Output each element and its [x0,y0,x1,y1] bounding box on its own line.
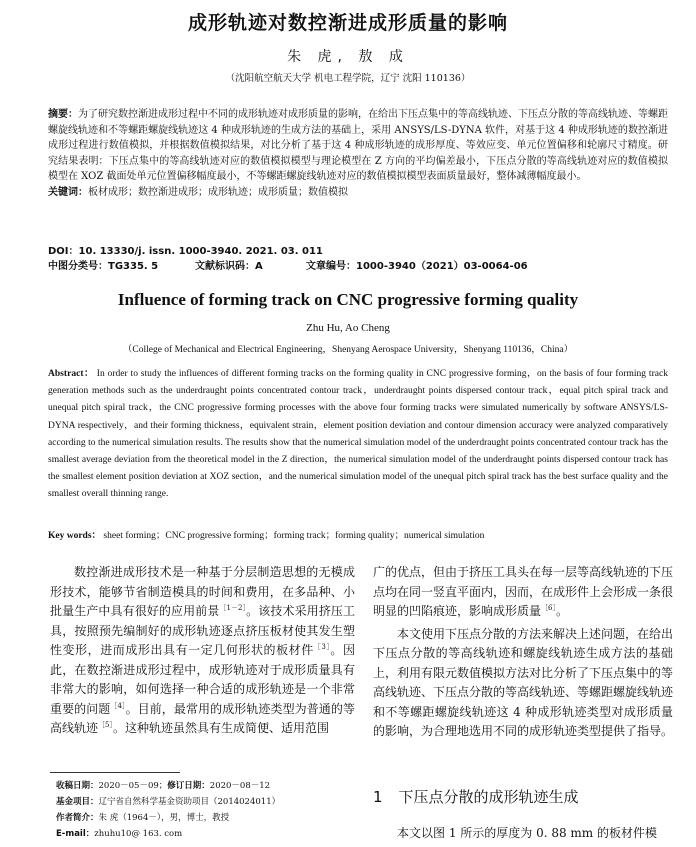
section-title: 下压点分散的成形轨迹生成 [398,788,579,806]
english-abstract-text: In order to study the influences of different forming tracks on the forming quality in CNC progressive forming，on the basis of four forming track generation methods such as the underdraught points concentrated contour track，underdraught points dispersed contour track，equal pitch spiral track and unequal pitch spiral track，the CNC progressive forming processes with the above four forming tracks were simulated numerically by software ANSYS/LS-DYNA respectively，and their forming thickness，equivalent strain，element position deviation and contour dimension accuracy were analyzed comparatively according to the numerical simulation results. The results show that the numerical simulation model of the underdraught points concentrated contour track has the smallest average deviation from the theoretical model in the Z direction，the numerical simulation model of the underdraught points dispersed contour track has the smallest element position deviation at XOZ section，and the numerical simulation model of the unequal pitch spiral track has the best surface quality and the smallest overall thinning range. [48,369,668,500]
chinese-abstract-text: 为了研究数控渐进成形过程中不同的成形轨迹对成形质量的影响，在给出下压点集中的等高线轨迹、下压点分散的等高线轨迹、等螺距螺旋线轨迹和不等螺距螺旋线轨迹这 4 种成形轨迹的生成方法的基础上，采用 ANSYS/LS-DYNA 软件，对基于这 4 种成形轨迹的数控渐进成形过程进行数值模拟，并根据数值模拟结果，对比分析了基于这 4 种成形轨迹的成形厚度、等效应变、单元位置偏移和轮廓尺寸精度。研究结果表明：下压点集中的等高线轨迹对应的数值模拟模型与理论模型在 Z 方向的平均偏差最小，下压点分散的等高线轨迹对应的数值模拟模型在 XOZ 截面处单元位置偏移幅度最小，不等螺距螺旋线轨迹对应的数值模拟模型表面质量最好，整体减薄幅度最小。 [48,109,668,183]
citation-5: ［5］ [98,721,113,729]
intro-paragraph-1-continued: 广的优点，但由于挤压工具头在每一层等高线轨迹的下压点均在同一竖直平面内，因而，在成形件上会形成一条很明显的凹陷痕迹，影响成形质量$^{[6]}$。 [373,565,674,618]
english-abstract [48,366,668,504]
doi-row [48,244,668,259]
chinese-abstract-label: 摘要： [48,109,78,120]
section-1-heading [373,786,579,807]
doc-code-label: 文献标识码： [195,261,255,272]
english-authors: Zhu Hu, Ao Cheng [306,322,390,334]
dates-footnote: 收稿日期：2020－05－09；修订日期：2020－08－12 [56,781,271,791]
fund-footnote: 基金项目：辽宁省自然科学基金资助项目（2014024011） [56,797,281,807]
chinese-keywords [48,185,668,201]
clc-label: 中图分类号： [48,261,108,272]
section-number: 1 [373,788,383,806]
citation-1-2: ［1－2］ [219,604,247,612]
article-number-value: 1000-3940（2021）03-0064-06 [356,261,528,272]
english-title: Influence of forming track on CNC progressive forming quality [117,290,579,309]
intro-paragraph-1: 数控渐进成形技术是一种基于分层制造思想的无模成形技术，能够节省制造模具的时间和费用，在多品种、小批量生产中具有很好的应用前景$^{[1-2]}$。该技术采用挤压工具，按照预先编制好的成形轨迹逐点挤压板材使其发生塑性变形，进而成形出具有一定几何形状的板材件$^{[3]}$。因此，在数控渐进成形过程中，成形轨迹对于成形质量具有非常大的影响，如何选择一种合适的成形轨迹是一个非常重要的问题$^{[4]}$。目前，最常用的成形轨迹类型为普通的等高线轨迹$^{[5]}$。这种轨迹虽然具有生成简便、适用范围 [50,565,355,735]
citation-6: ［6］ [541,604,556,612]
citation-3: ［3］ [313,643,331,651]
article-number-label: 文章编号： [306,261,356,272]
email-footnote: E-mail：zhuhu10@ 163. com [56,829,183,839]
chinese-affiliation: （沈阳航空航天大学 机电工程学院，辽宁 沈阳 110136） [225,73,471,84]
intro-paragraph-2: 本文使用下压点分散的方法来解决上述问题，在给出下压点分散的等高线轨迹和螺旋线轨迹生成方法的基础上，利用有限元数值模拟方法对比分析了下压点集中的等高线轨迹、下压点分散的等高线轨迹、等螺距螺旋线轨迹和不等螺距螺旋线轨迹这 4 种成形轨迹类型对成形质量的影响，为合理地选用不同的成形轨迹类型提供了指导。 [373,626,674,738]
chinese-keywords-text: 板材成形；数控渐进成形；成形轨迹；成形质量；数值模拟 [88,186,348,198]
chinese-abstract [48,107,668,201]
footnotes [56,778,356,842]
chinese-title: 成形轨迹对数控渐进成形质量的影响 [187,12,508,34]
doi-label: DOI： [48,246,79,257]
citation-4: ［4］ [110,701,126,710]
article-metadata [48,244,668,274]
body-left-column [50,563,355,739]
chinese-authors: 朱 虎, 敖 成 [287,49,409,65]
classification-row [48,259,668,274]
english-affiliation: （College of Mechanical and Electrical Engineering，Shenyang Aerospace University，Shenyang 110136，China） [122,345,574,355]
english-keywords-text: sheet forming；CNC progressive forming；forming track；forming quality；numerical simulation [103,531,485,541]
english-keywords [48,529,668,545]
chinese-keywords-label: 关键词： [48,186,88,198]
footnote-divider [50,772,180,773]
english-abstract-label: Abstract： [48,369,94,379]
doi-value: 10. 13330/j. issn. 1000-3940. 2021. 03. 011 [78,246,323,257]
english-keywords-label: Key words： [48,531,102,541]
section-1-first-line: 本文以图 1 所示的厚度为 0. 88 mm 的板材件模 [397,826,657,840]
author-bio-footnote: 作者简介：朱 虎（1964－），男，博士，教授 [56,813,230,823]
doc-code-value: A [255,261,263,272]
body-right-column [373,563,673,742]
clc-value: TG335. 5 [108,261,159,272]
